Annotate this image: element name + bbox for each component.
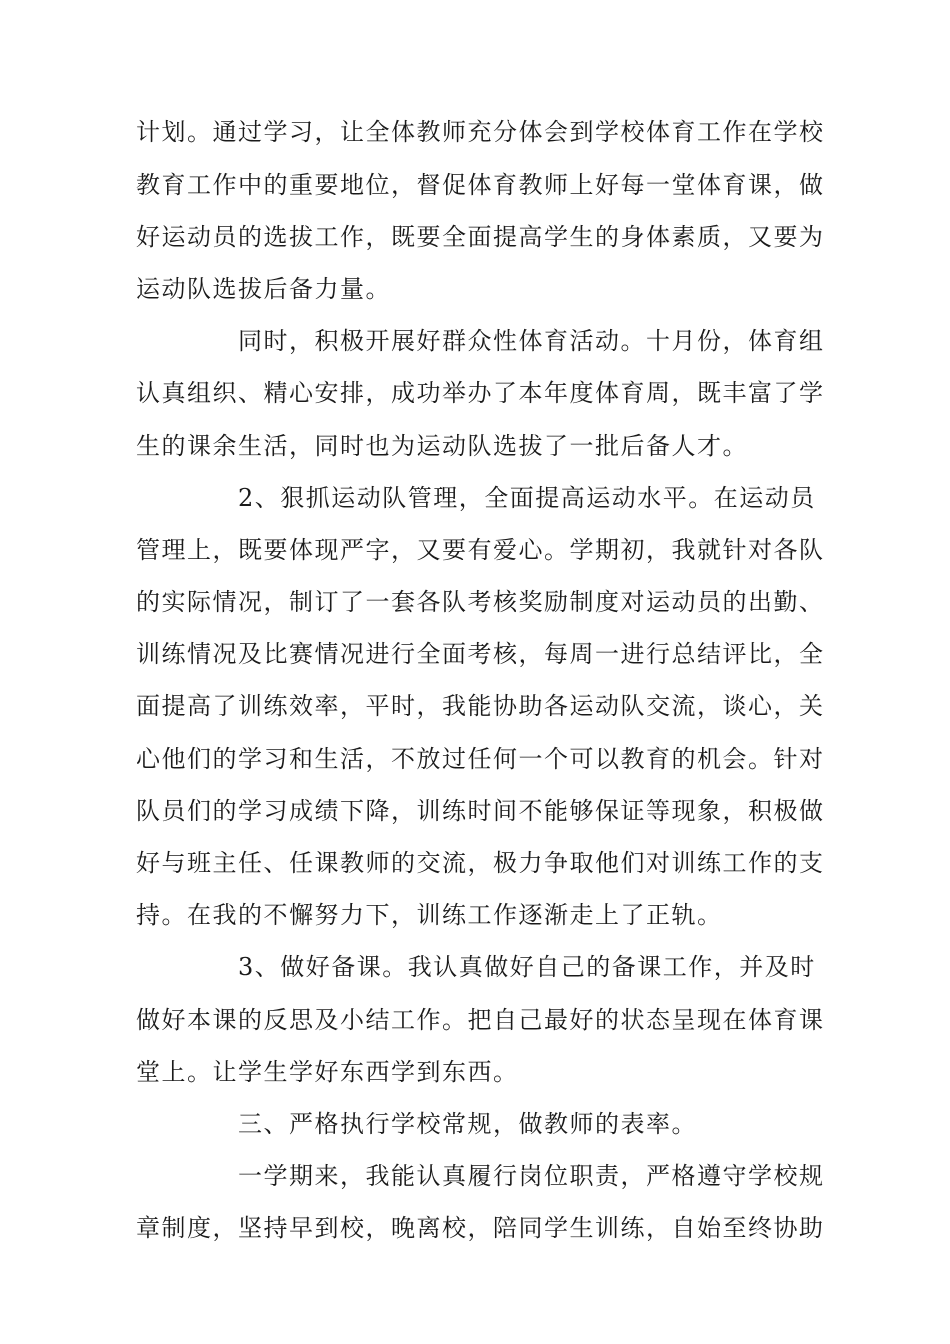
text-line: 好与班主任、任课教师的交流，极力争取他们对训练工作的支 — [136, 849, 825, 877]
text-line: 计划。通过学习，让全体教师充分体会到学校体育工作在学校 — [136, 118, 825, 146]
text-line: 心他们的学习和生活，不放过任何一个可以教育的机会。针对 — [136, 745, 825, 773]
paragraph-first-line: 2、狠抓运动队管理，全面提高运动水平。在运动员 — [238, 484, 816, 512]
text-line: 章制度，坚持早到校，晚离校，陪同学生训练，自始至终协助 — [136, 1214, 825, 1242]
text-line: 堂上。让学生学好东西学到东西。 — [136, 1058, 519, 1086]
text-line: 认真组织、精心安排，成功举办了本年度体育周，既丰富了学 — [136, 379, 825, 407]
paragraph-first-line: 同时，积极开展好群众性体育活动。十月份，体育组 — [238, 327, 825, 355]
paragraph-first-line: 3、做好备课。我认真做好自己的备课工作，并及时 — [238, 953, 816, 981]
paragraph-first-line: 一学期来，我能认真履行岗位职责，严格遵守学校规 — [238, 1162, 825, 1190]
text-line: 持。在我的不懈努力下，训练工作逐渐走上了正轨。 — [136, 901, 723, 929]
text-line: 的实际情况，制订了一套各队考核奖励制度对运动员的出勤、 — [136, 588, 825, 616]
text-line: 好运动员的选拔工作，既要全面提高学生的身体素质，又要为 — [136, 223, 825, 251]
text-line: 面提高了训练效率，平时，我能协助各运动队交流，谈心，关 — [136, 692, 825, 720]
text-line: 队员们的学习成绩下降，训练时间不能够保证等现象，积极做 — [136, 797, 825, 825]
text-line: 生的课余生活，同时也为运动队选拔了一批后备人才。 — [136, 432, 748, 460]
text-line: 教育工作中的重要地位，督促体育教师上好每一堂体育课，做 — [136, 171, 825, 199]
text-line: 运动队选拔后备力量。 — [136, 275, 391, 303]
text-line: 管理上，既要体现严字，又要有爱心。学期初，我就针对各队 — [136, 536, 825, 564]
text-line: 做好本课的反思及小结工作。把自己最好的状态呈现在体育课 — [136, 1006, 825, 1034]
text-line: 训练情况及比赛情况进行全面考核，每周一进行总结评比，全 — [136, 640, 825, 668]
section-heading: 三、严格执行学校常规，做教师的表率。 — [238, 1110, 697, 1138]
